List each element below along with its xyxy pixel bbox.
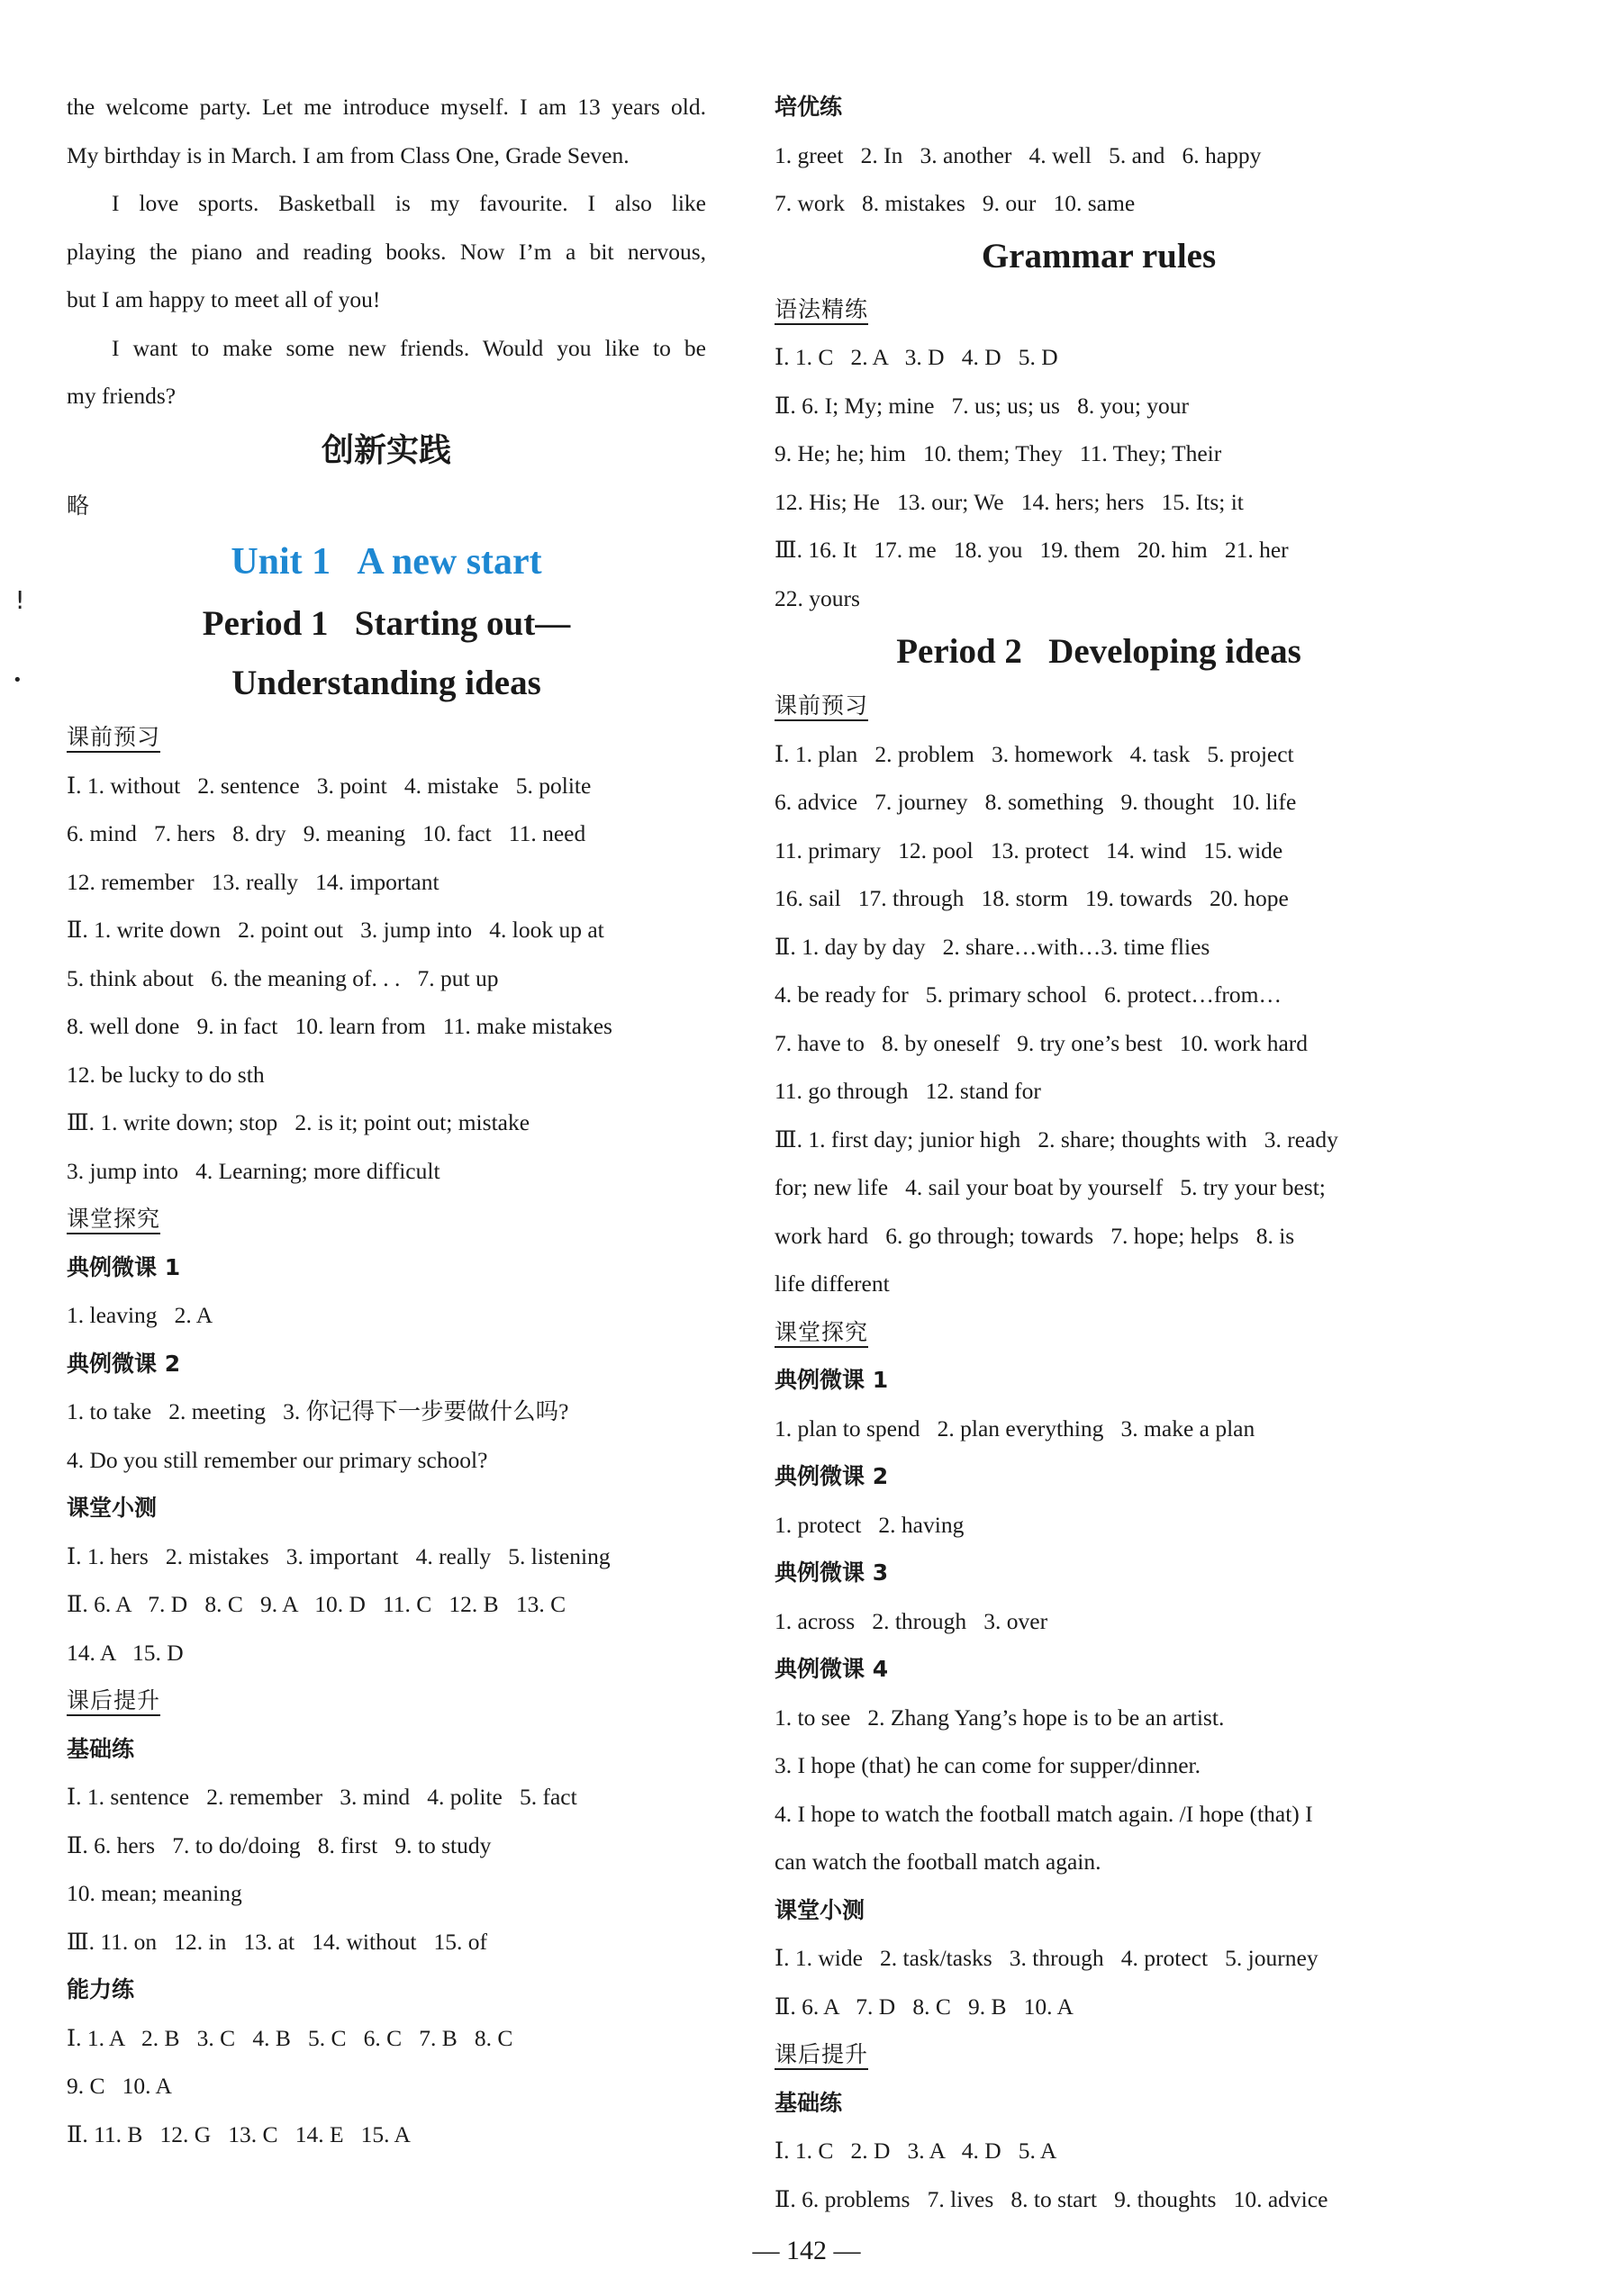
answer-line: Ⅲ. 11. on 12. in 13. at 14. without 15. of — [67, 1928, 488, 1955]
lesson1-title: 典例微课 1 — [67, 1253, 181, 1280]
basic-title: 基础练 — [67, 1735, 135, 1762]
explore-label: 课堂探究 — [775, 1308, 1423, 1357]
answer-line: 4. be ready for 5. primary school 6. protect…from… — [775, 981, 1282, 1008]
answer-line: 7. have to 8. by oneself 9. try one’s best 10. work hard — [775, 1029, 1309, 1056]
answer-line: 4. I hope to watch the football match again. /I hope (that) I — [775, 1800, 1313, 1827]
lesson4-title: 典例微课 4 — [775, 1656, 889, 1682]
answer-line: work hard 6. go through; towards 7. hope; helps 8. is — [775, 1222, 1295, 1249]
answer-line: Ⅰ. 1. C 2. D 3. A 4. D 5. A — [775, 2138, 1057, 2164]
answer-line: Ⅱ. 6. A 7. D 8. C 9. A 10. D 11. C 12. B 13. C — [67, 1591, 566, 1617]
answer-line: Ⅰ. 1. plan 2. problem 3. homework 4. task 5. project — [775, 740, 1294, 767]
period2-title: Period 2 Developing ideas — [896, 632, 1301, 671]
answer-line: 9. C 10. A — [67, 2073, 172, 2099]
answer-line: Ⅱ. 1. day by day 2. share…with…3. time flies — [775, 933, 1210, 960]
answer-line: Ⅱ. 6. I; My; mine 7. us; us; us 8. you; your — [775, 392, 1190, 419]
page-number: — 142 — — [752, 2236, 861, 2265]
answer-line: 1. protect 2. having — [775, 1511, 965, 1538]
explore-label: 课堂探究 — [67, 1195, 706, 1243]
answer-line: 1. across 2. through 3. over — [775, 1607, 1048, 1634]
period1-title-line1: Period 1 Starting out— — [202, 604, 571, 643]
advanced-title: 培优练 — [775, 94, 843, 120]
answer-line: 1. to see 2. Zhang Yang’s hope is to be an artist. — [775, 1704, 1225, 1731]
margin-mark: ǃ — [16, 585, 24, 615]
answer-line: Ⅰ. 1. A 2. B 3. C 4. B 5. C 6. C 7. B 8. C — [67, 2024, 513, 2051]
answer-line: 12. remember 13. really 14. important — [67, 868, 439, 895]
answer-line: 9. He; he; him 10. them; They 11. They; Their — [775, 440, 1222, 466]
basic-title: 基础练 — [775, 2089, 843, 2116]
preview-label: 课前预习 — [775, 682, 1423, 730]
answer-line: Ⅲ. 16. It 17. me 18. you 19. them 20. him 21. her — [775, 537, 1289, 563]
answer-line: 11. primary 12. pool 13. protect 14. wind 15. wide — [775, 836, 1283, 863]
answer-line: 5. think about 6. the meaning of. . . 7. put up — [67, 964, 499, 991]
quiz-title: 课堂小测 — [775, 1896, 865, 1923]
after-label: 课后提升 — [775, 2030, 1423, 2079]
essay-line: playing the piano and reading books. Now I’m a bit nervous, — [67, 238, 706, 265]
answer-line: 7. work 8. mistakes 9. our 10. same — [775, 190, 1136, 216]
answer-line: Ⅱ. 6. hers 7. to do/doing 8. first 9. to study — [67, 1831, 492, 1858]
essay-line: but I am happy to meet all of you! — [67, 286, 381, 312]
essay-line: my friends? — [67, 383, 177, 409]
answer-line: Ⅱ. 1. write down 2. point out 3. jump into 4. look up at — [67, 917, 604, 943]
answer-line: Ⅲ. 1. first day; junior high 2. share; thoughts with 3. ready — [775, 1125, 1338, 1153]
answer-line: 14. A 15. D — [67, 1639, 184, 1666]
answer-line: Ⅱ. 6. problems 7. lives 8. to start 9. thoughts 10. advice — [775, 2185, 1328, 2212]
answer-line: 12. be lucky to do sth — [67, 1061, 265, 1088]
answer-line: for; new life 4. sail your boat by yourself 5. try your best; — [775, 1174, 1326, 1200]
right-column — [775, 83, 1423, 2223]
answer-line: Ⅰ. 1. hers 2. mistakes 3. important 4. really 5. listening — [67, 1542, 611, 1569]
answer-line: 1. to take 2. meeting 3. 你记得下一步要做什么吗? — [67, 1398, 569, 1424]
answer-line: 12. His; He 13. our; We 14. hers; hers 15. Its; it — [775, 488, 1244, 515]
margin-dot: • — [13, 671, 23, 690]
answer-line: Ⅲ. 1. write down; stop 2. is it; point out; mistake — [67, 1109, 530, 1135]
answer-line: 6. advice 7. journey 8. something 9. thought 10. life — [775, 789, 1297, 815]
innovation-text: 略 — [67, 492, 90, 519]
answer-line: 10. mean; meaning — [67, 1880, 242, 1906]
unit-title: Unit 1 A new start — [231, 541, 542, 583]
lesson1-title: 典例微课 1 — [775, 1367, 889, 1393]
answer-line: Ⅰ. 1. wide 2. task/tasks 3. through 4. protect 5. journey — [775, 1945, 1318, 1971]
answer-line: can watch the football match again. — [775, 1849, 1101, 1875]
essay-line: I want to make some new friends. Would you like to be — [112, 334, 706, 361]
answer-line: life different — [775, 1270, 890, 1297]
answer-line: 3. I hope (that) he can come for supper/dinner. — [775, 1752, 1201, 1778]
left-column — [67, 83, 706, 2158]
answer-line: Ⅱ. 6. A 7. D 8. C 9. B 10. A — [775, 1993, 1074, 2020]
answer-line: 11. go through 12. stand for — [775, 1078, 1041, 1104]
innovation-title: 创新实践 — [321, 431, 451, 469]
lesson3-title: 典例微课 3 — [775, 1559, 889, 1586]
period1-title-line2: Understanding ideas — [231, 664, 541, 702]
answer-line: Ⅱ. 11. B 12. G 13. C 14. E 15. A — [67, 2120, 411, 2147]
answer-line: 3. jump into 4. Learning; more difficult — [67, 1157, 440, 1184]
answer-line: 1. plan to spend 2. plan everything 3. make a plan — [775, 1415, 1255, 1442]
answer-line: Ⅰ. 1. without 2. sentence 3. point 4. mistake 5. polite — [67, 772, 592, 799]
answer-line: Ⅰ. 1. sentence 2. remember 3. mind 4. polite 5. fact — [67, 1784, 577, 1810]
answer-line: 6. mind 7. hers 8. dry 9. meaning 10. fact 11. need — [67, 820, 586, 846]
lesson2-title: 典例微课 2 — [775, 1463, 889, 1489]
after-label: 课后提升 — [67, 1677, 706, 1725]
essay-line: I love sports. Basketball is my favourite. I also like — [112, 190, 706, 216]
answer-line: 22. yours — [775, 584, 860, 611]
ability-title: 能力练 — [67, 1976, 135, 2002]
answer-line: 16. sail 17. through 18. storm 19. towards 20. hope — [775, 885, 1289, 911]
answer-line: 4. Do you still remember our primary school? — [67, 1446, 488, 1473]
answer-line: 1. leaving 2. A — [67, 1302, 213, 1328]
grammar-title: Grammar rules — [981, 236, 1217, 276]
answer-line: 1. greet 2. In 3. another 4. well 5. and 6. happy — [775, 141, 1262, 168]
essay-line: the welcome party. Let me introduce myself. I am 13 years old. — [67, 94, 706, 120]
essay-line: My birthday is in March. I am from Class One, Grade Seven. — [67, 141, 630, 168]
quiz-title: 课堂小测 — [67, 1495, 158, 1521]
answer-line: 8. well done 9. in fact 10. learn from 11. make mistakes — [67, 1013, 612, 1039]
answer-line: Ⅰ. 1. C 2. A 3. D 4. D 5. D — [775, 344, 1058, 370]
lesson2-title: 典例微课 2 — [67, 1350, 181, 1377]
preview-label: 课前预习 — [67, 713, 706, 762]
grammar-label: 语法精练 — [775, 285, 1423, 334]
